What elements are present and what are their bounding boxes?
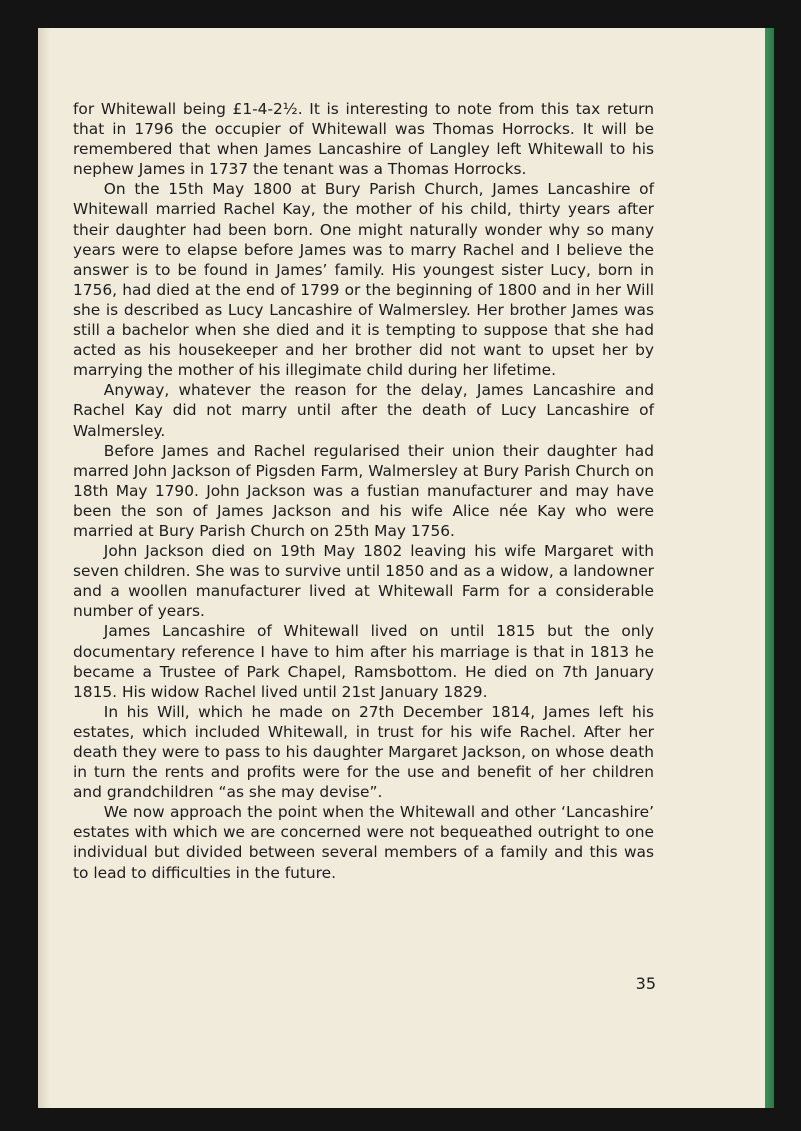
paragraph-3: Anyway, whatever the reason for the delay, James Lancashire and Rachel Kay did not marry until after the death of Lucy Lancashire of Walmersley.: [73, 381, 654, 440]
paragraph-1: for Whitewall being £1-4-2½. It is interesting to note from this tax return that in 1796 the occupier of Whitewall was Thomas Horrocks. It will be remembered that when James Lancashire of Langley left Whitewall to his nephew James in 1737 the tenant was a Thomas Horrocks.: [73, 100, 654, 179]
paragraph-4: Before James and Rachel regularised their union their daughter had marred John Jackson of Pigsden Farm, Walmersley at Bury Parish Church on 18th May 1790. John Jackson was a fustian manufacturer and may have been the son of James Jackson and his wife Alice née Kay who were married at Bury Parish Church on 25th May 1756.: [73, 441, 654, 540]
body-text: [73, 99, 654, 883]
paragraph-8: We now approach the point when the Whitewall and other ‘Lancashire’ estates with which we are concerned were not bequeathed outright to one individual but divided between several members of a family and this was to lead to difficulties in the future.: [73, 803, 654, 882]
page-gutter: [38, 28, 50, 1108]
paragraph-7: In his Will, which he made on 27th December 1814, James left his estates, which included Whitewall, in trust for his wife Rachel. After her death they were to pass to his daughter Margaret Jackson, on whose death in turn the rents and profits were for the use and benefit of her children and grandchildren “as she may devise”.: [73, 702, 654, 802]
paragraph-5: John Jackson died on 19th May 1802 leaving his wife Margaret with seven children. She was to survive until 1850 and as a widow, a landowner and a woollen manufacturer lived at Whitewall Farm for a considerable number of years.: [73, 542, 654, 621]
paragraph-2: On the 15th May 1800 at Bury Parish Church, James Lancashire of Whitewall married Rachel Kay, the mother of his child, thirty years after their daughter had been born. One might naturally wonder why so many years were to elapse before James was to marry Rachel and I believe the answer is to be found in James’ family. His youngest sister Lucy, born in 1756, had died at the end of 1799 or the beginning of 1800 and in her Will she is described as Lucy Lancashire of Walmersley. Her brother James was still a bachelor when she died and it is tempting to suppose that she had acted as his housekeeper and her brother did not want to upset her by marrying the mother of his illegimate child during her lifetime.: [73, 180, 654, 380]
paragraph-6: James Lancashire of Whitewall lived on until 1815 but the only documentary reference I have to him after his marriage is that in 1813 he became a Trustee of Park Chapel, Ramsbottom. He died on 7th January 1815. His widow Rachel lived until 21st January 1829.: [73, 622, 654, 701]
page-number: 35: [635, 974, 656, 993]
cover-edge: [765, 28, 774, 1108]
